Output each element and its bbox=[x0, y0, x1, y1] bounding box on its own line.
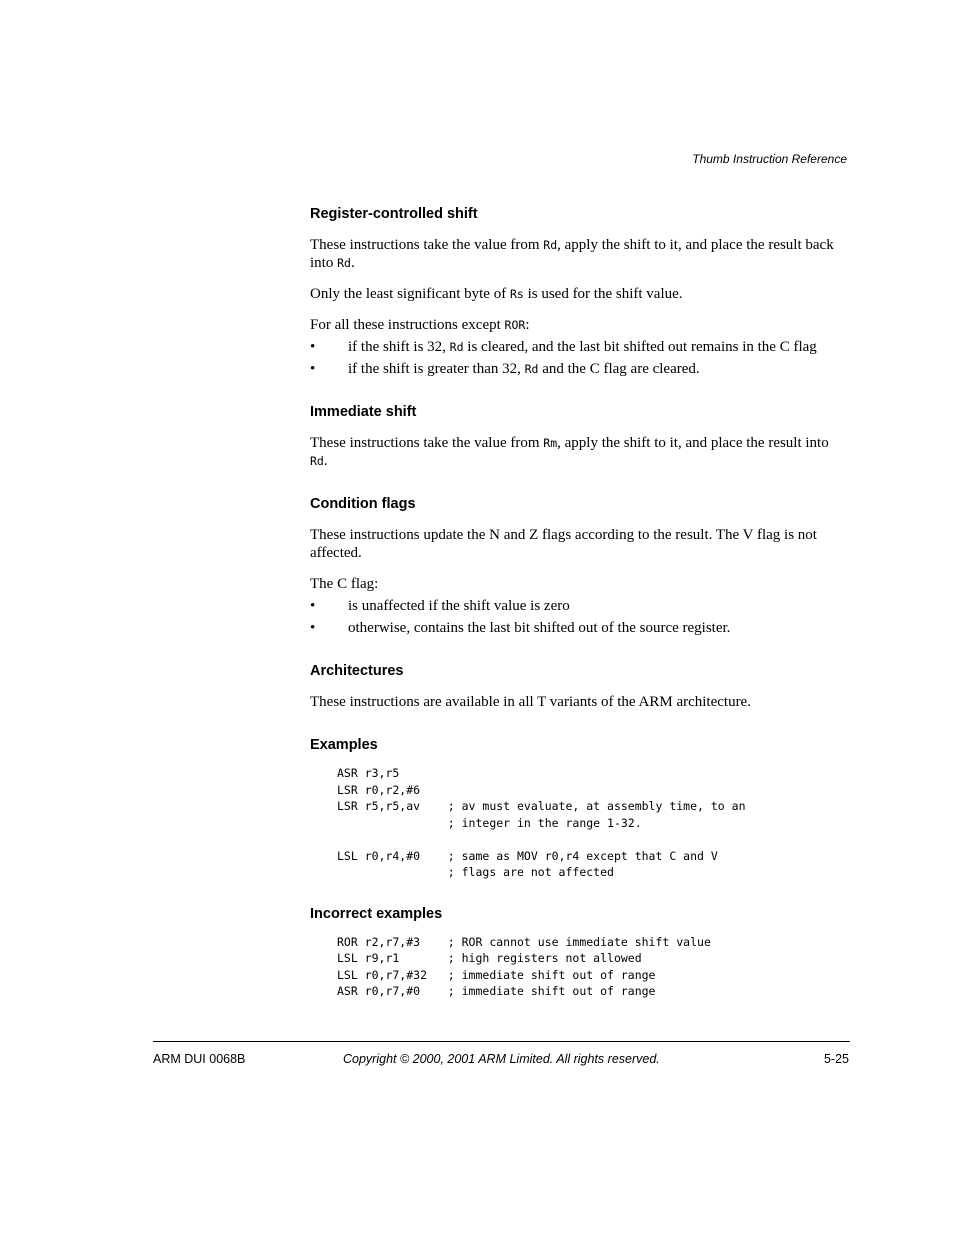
page-content bbox=[310, 205, 850, 1000]
paragraph: These instructions update the N and Z flags according to the result. The V flag is not affected. bbox=[310, 527, 817, 561]
register-name: Rd bbox=[543, 238, 558, 252]
footer-divider bbox=[153, 1041, 850, 1042]
bullet-icon: • bbox=[310, 620, 316, 636]
register-name: Rd bbox=[524, 362, 539, 376]
section-heading-condition-flags: Condition flags bbox=[310, 496, 416, 512]
paragraph: These instructions take the value from Rm, apply the shift to it, and place the result into Rd. bbox=[310, 435, 829, 469]
section-heading-examples: Examples bbox=[310, 737, 378, 753]
bullet-icon: • bbox=[310, 339, 316, 355]
code-block-incorrect-examples: ROR r2,r7,#3 ; ROR cannot use immediate shift value LSL r9,r1 ; high registers not allowed LSL r0,r7,#32 ; immediate shift out of range ASR r0,r7,#0 ; immediate shift out of range bbox=[337, 934, 711, 998]
bullet-list bbox=[310, 597, 850, 637]
paragraph: For all these instructions except ROR: bbox=[310, 317, 530, 333]
paragraph: The C flag: bbox=[310, 576, 379, 592]
bullet-icon: • bbox=[310, 598, 316, 614]
paragraph: These instructions take the value from Rd, apply the shift to it, and place the result back into Rd. bbox=[310, 237, 834, 271]
code-block-examples: ASR r3,r5 LSR r0,r2,#6 LSR r5,r5,av ; av must evaluate, at assembly time, to an ; integer in the range 1-32. LSL r0,r4,#0 ; same as MOV r0,r4 except that C and V ; flags are not affected bbox=[337, 766, 746, 879]
section-heading-immediate-shift: Immediate shift bbox=[310, 404, 417, 420]
list-item: • is unaffected if the shift value is zero bbox=[310, 598, 570, 614]
footer-copyright: Copyright © 2000, 2001 ARM Limited. All rights reserved. bbox=[343, 1052, 660, 1066]
bullet-icon: • bbox=[310, 361, 316, 377]
list-item: • if the shift is 32, Rd is cleared, and the last bit shifted out remains in the C flag bbox=[310, 339, 817, 355]
paragraph: Only the least significant byte of Rs is used for the shift value. bbox=[310, 286, 683, 302]
register-name: Rm bbox=[543, 436, 558, 450]
register-name: Rd bbox=[337, 256, 351, 270]
register-name: Rd bbox=[449, 340, 464, 354]
bullet-list bbox=[310, 338, 850, 378]
footer-doc-id: ARM DUI 0068B bbox=[153, 1052, 246, 1066]
running-header: Thumb Instruction Reference bbox=[692, 152, 847, 166]
register-name: Rd bbox=[310, 454, 324, 468]
list-item: • if the shift is greater than 32, Rd and the C flag are cleared. bbox=[310, 361, 700, 377]
section-heading-incorrect-examples: Incorrect examples bbox=[310, 905, 443, 922]
paragraph: These instructions are available in all T variants of the ARM architecture. bbox=[310, 694, 751, 710]
register-name: Rs bbox=[509, 287, 524, 301]
footer-page-number: 5-25 bbox=[823, 1052, 849, 1066]
instruction-name: ROR bbox=[504, 318, 526, 332]
list-item: • otherwise, contains the last bit shifted out of the source register. bbox=[310, 620, 731, 636]
section-heading-architectures: Architectures bbox=[310, 663, 404, 679]
section-heading-register-shift: Register-controlled shift bbox=[310, 206, 478, 222]
